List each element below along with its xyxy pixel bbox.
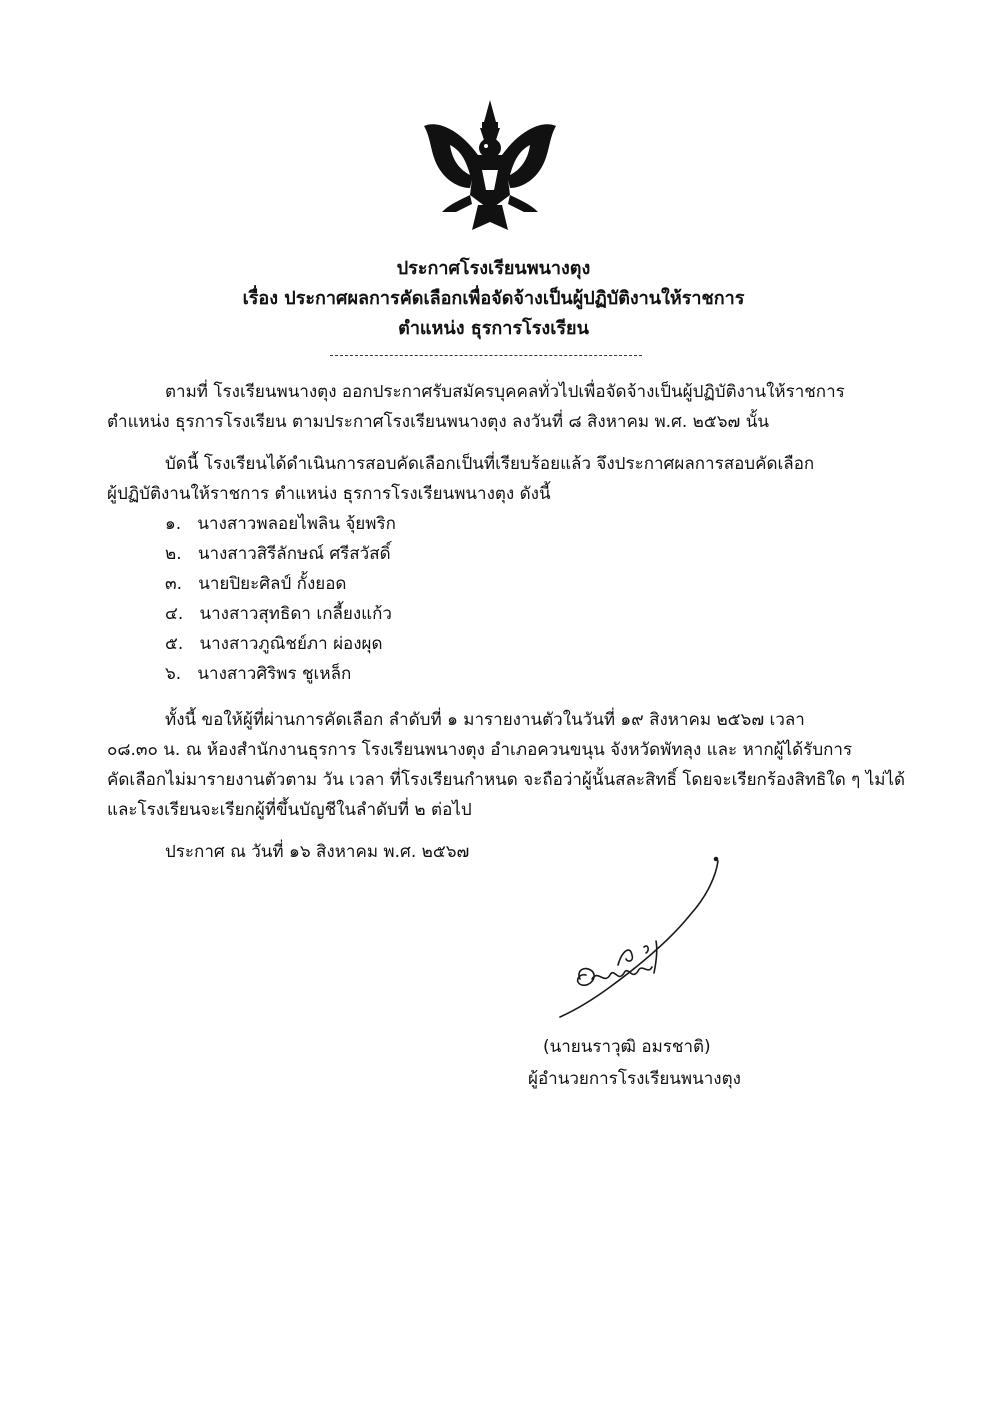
document-subject: เรื่อง ประกาศผลการคัดเลือกเพื่อจัดจ้างเป็นผู้ปฏิบัติงานให้ราชการ — [242, 288, 745, 309]
announcement-date: ประกาศ ณ วันที่ ๑๖ สิงหาคม พ.ศ. ๒๕๖๗ — [165, 842, 470, 862]
list-item-number: ๒. — [165, 544, 182, 564]
list-item-name: นางสาวศิริพร ชูเหล็ก — [197, 664, 352, 684]
list-item-name: นางสาวสิรีลักษณ์ ศรีสวัสดิ์ — [197, 544, 391, 564]
document-title: ประกาศโรงเรียนพนางตุง — [396, 258, 591, 279]
para2-line-1: บัดนี้ โรงเรียนได้ดำเนินการสอบคัดเลือกเป็นที่เรียบร้อยแล้ว จึงประกาศผลการสอบคัดเลือก — [165, 454, 815, 474]
handwritten-signature — [540, 855, 740, 1035]
header-divider — [330, 355, 642, 356]
signatory-title: ผู้อำนวยการโรงเรียนพนางตุง — [528, 1069, 741, 1089]
para3-line-1: ทั้งนี้ ขอให้ผู้ที่ผ่านการคัดเลือก ลำดับที่ ๑ มารายงานตัวในวันที่ ๑๙ สิงหาคม ๒๕๖๗ เวลา — [165, 710, 805, 730]
signatory-name: (นายนราวุฒิ อมรชาติ) — [543, 1037, 711, 1057]
list-item-name: นางสาวพลอยไพลิน จุ้ยพริก — [197, 514, 396, 534]
list-item — [165, 632, 383, 656]
para1-line-1: ตามที่ โรงเรียนพนางตุง ออกประกาศรับสมัครบุคคลทั่วไปเพื่อจัดจ้างเป็นผู้ปฏิบัติงานให้ราชการ — [165, 382, 845, 402]
para2-line-2: ผู้ปฏิบัติงานให้ราชการ ตำแหน่ง ธุรการโรงเรียนพนางตุง ดังนี้ — [107, 484, 551, 504]
list-item — [165, 512, 396, 536]
list-item-number: ๓. — [165, 574, 183, 594]
list-item — [165, 662, 351, 686]
list-item-name: นายปิยะศิลป์ กั้งยอด — [198, 574, 347, 594]
list-item — [165, 572, 346, 596]
para3-line-4: และโรงเรียนจะเรียกผู้ที่ขึ้นบัญชีในลำดับที่ ๒ ต่อไป — [107, 800, 472, 820]
list-item-name: นางสาวสุทธิดา เกลี้ยงแก้ว — [199, 604, 392, 624]
list-item-number: ๖. — [165, 664, 182, 684]
list-item — [165, 542, 391, 566]
list-item-name: นางสาวภูณิชย์ภา ผ่องผุด — [199, 634, 383, 654]
list-item-number: ๑. — [165, 514, 182, 534]
para3-line-3: คัดเลือกไม่มารายงานตัวตาม วัน เวลา ที่โรงเรียนกำหนด จะถือว่าผู้นั้นสละสิทธิ์ โดยจะเรียกร้องสิทธิใด ๆ ไม่ได้ — [107, 770, 906, 790]
document-position: ตำแหน่ง ธุรการโรงเรียน — [398, 318, 589, 339]
list-item-number: ๕. — [165, 634, 184, 654]
garuda-emblem-icon — [420, 100, 560, 235]
list-item-number: ๔. — [165, 604, 184, 624]
para3-line-2: ๐๘.๓๐ น. ณ ห้องสำนักงานธุรการ โรงเรียนพนางตุง อำเภอควนขนุน จังหวัดพัทลุง และ หากผู้ได้รับการ — [107, 740, 853, 760]
para1-line-2: ตำแหน่ง ธุรการโรงเรียน ตามประกาศโรงเรียนพนางตุง ลงวันที่ ๘ สิงหาคม พ.ศ. ๒๕๖๗ นั้น — [107, 412, 769, 432]
list-item — [165, 602, 392, 626]
